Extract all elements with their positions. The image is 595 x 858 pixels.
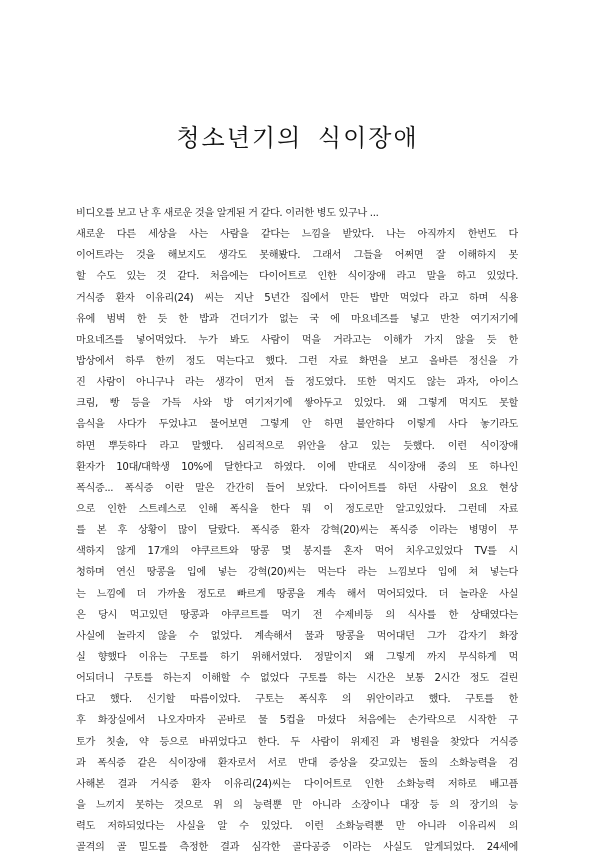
body-text-line: 사실에 놀라지 않을 수 없었다. 계속해서 물과 땅콩을 먹어대던 그가 갑자기 화장 — [76, 630, 518, 642]
body-text-line: 를 본 후 상황이 많이 달랐다. 폭식증 환자 강혁(20)씨는 폭식증 이라는 병명이 무 — [76, 525, 518, 537]
body-text-line: 은 당시 먹고있던 땅콩과 야쿠르트를 먹기 전 수제비등 의 식사를 한 상태였다는 — [76, 609, 518, 621]
body-text-line: 후 화장실에서 나오자마자 곧바로 물 5컵을 마셨다 처음에는 손가락으로 시작한 구 — [76, 715, 518, 727]
body-text-line: 새로운 다른 세상을 사는 사람을 같다는 느낌을 받았다. 나는 아직까지 한번도 다 — [76, 229, 518, 241]
body-text-line: 청하며 연신 땅콩을 입에 넣는 강혁(20)씨는 먹는다 라는 느낌보다 입에 쳐 넣는다 — [76, 567, 518, 579]
body-text-line: 할 수도 있는 것 같다. 처음에는 다이어트로 인한 식이장애 라고 말을 하고 있었다. — [76, 271, 518, 283]
body-text-line: 하면 뿌듯하다 라고 말했다. 심리적으로 위안을 삼고 있는 듯했다. 이런 식이장애 — [76, 440, 518, 452]
body-text-line: 환자가 10대/대학생 10%에 달한다고 하였다. 이에 반대로 식이장애 중의 또 하나인 — [76, 461, 518, 473]
body-text-line: 유에 범벅 한 듯 한 밥과 건더기가 없는 국 에 마요네즈를 넣고 반찬 여기저기에 — [76, 313, 518, 325]
body-text-line: 크림, 빵 등을 가득 사와 방 여기저기에 쌓아두고 있었다. 왜 그렇게 먹지도 못할 — [76, 398, 518, 410]
body-text-line: 마요네즈를 넣어먹었다. 누가 봐도 사람이 먹을 거라고는 이해가 가지 않을 듯 한 — [76, 334, 518, 346]
body-text-line: 음식을 사다가 두었냐고 물어보면 그렇게 안 하면 불안하다 이렇게 사다 놓기라도 — [76, 419, 518, 431]
body-text-line: 비디오를 보고 난 후 새로운 것을 알게된 거 같다. 이러한 병도 있구나 ... — [76, 208, 379, 219]
body-text-line: 이어트라는 것을 해보지도 생각도 못해봤다. 그래서 그들을 어쩌면 잘 이해하지 못 — [76, 250, 518, 262]
body-text-line: 폭식증... 폭식증 이란 말은 간간히 들어 보았다. 다이어트를 하던 사람이 요요 현상 — [76, 482, 518, 494]
body-text-line: 골격의 골 밀도를 측정한 결과 심각한 골다공증 이라는 사실도 알게되었다. 24세에 — [76, 842, 518, 854]
document-body — [76, 203, 518, 858]
body-text-line: 밥상에서 하루 한끼 정도 먹는다고 했다. 그런 자료 화면을 보고 올바른 정신을 가 — [76, 355, 518, 367]
body-text-line: 진 사람이 아니구나 라는 생각이 먼저 들 정도였다. 또한 먹지도 않는 과자, 아이스 — [76, 377, 518, 389]
body-text-line: 어되더니 구토를 하는지 이해할 수 없었다 구토를 하는 시간은 보통 2시간 정도 걸린 — [76, 673, 518, 685]
body-text-line: 색하지 않게 17개의 야쿠르트와 땅콩 몇 봉지를 혼자 먹어 치우고있었다 TV를 시 — [76, 546, 518, 558]
body-text-line: 을 느끼지 못하는 것으로 위 의 능력뿐 만 아니라 소장이나 대장 등 의 장기의 능 — [76, 799, 518, 811]
body-text-line: 사해본 결과 거식증 환자 이유리(24)씨는 다이어트로 인한 소화능력 저하로 배고픔 — [76, 778, 518, 790]
body-text-line: 는 느낌에 더 가까울 정도로 빠르게 땅콩을 계속 해서 먹어되었다. 더 놀라운 사실 — [76, 588, 518, 600]
body-text-line: 다고 했다. 신기할 따름이었다. 구토는 폭식후 의 위안이라고 했다. 구토를 한 — [76, 694, 518, 706]
body-text-line: 과 폭식증 같은 식이장애 환자로서 서로 반대 증상을 갖고있는 둘의 소화능력을 검 — [76, 757, 518, 769]
body-text-line: 토가 칫솔, 약 등으로 바뀌었다고 한다. 두 사람이 위제진 과 병원을 찾았다 거식증 — [76, 736, 518, 748]
body-text-line: 력도 저하되었다는 사실을 알 수 있었다. 이런 소화능력뿐 만 아니라 이유리씨 의 — [76, 821, 518, 833]
document-title: 청소년기의 식이장애 — [176, 124, 419, 152]
body-text-line: 거식증 환자 이유리(24) 씨는 지난 5년간 집에서 만든 밥만 먹었다 라고 하며 식용 — [76, 292, 518, 304]
body-text-line: 으로 인한 스트레스로 인해 폭식을 한다 뭐 이 정도로만 알고있었다. 그런데 자료 — [76, 503, 518, 515]
body-text-line: 실 향했다 이유는 구토를 하기 위해서였다. 정말이지 왜 그렇게 까지 무식하게 먹 — [76, 651, 518, 663]
